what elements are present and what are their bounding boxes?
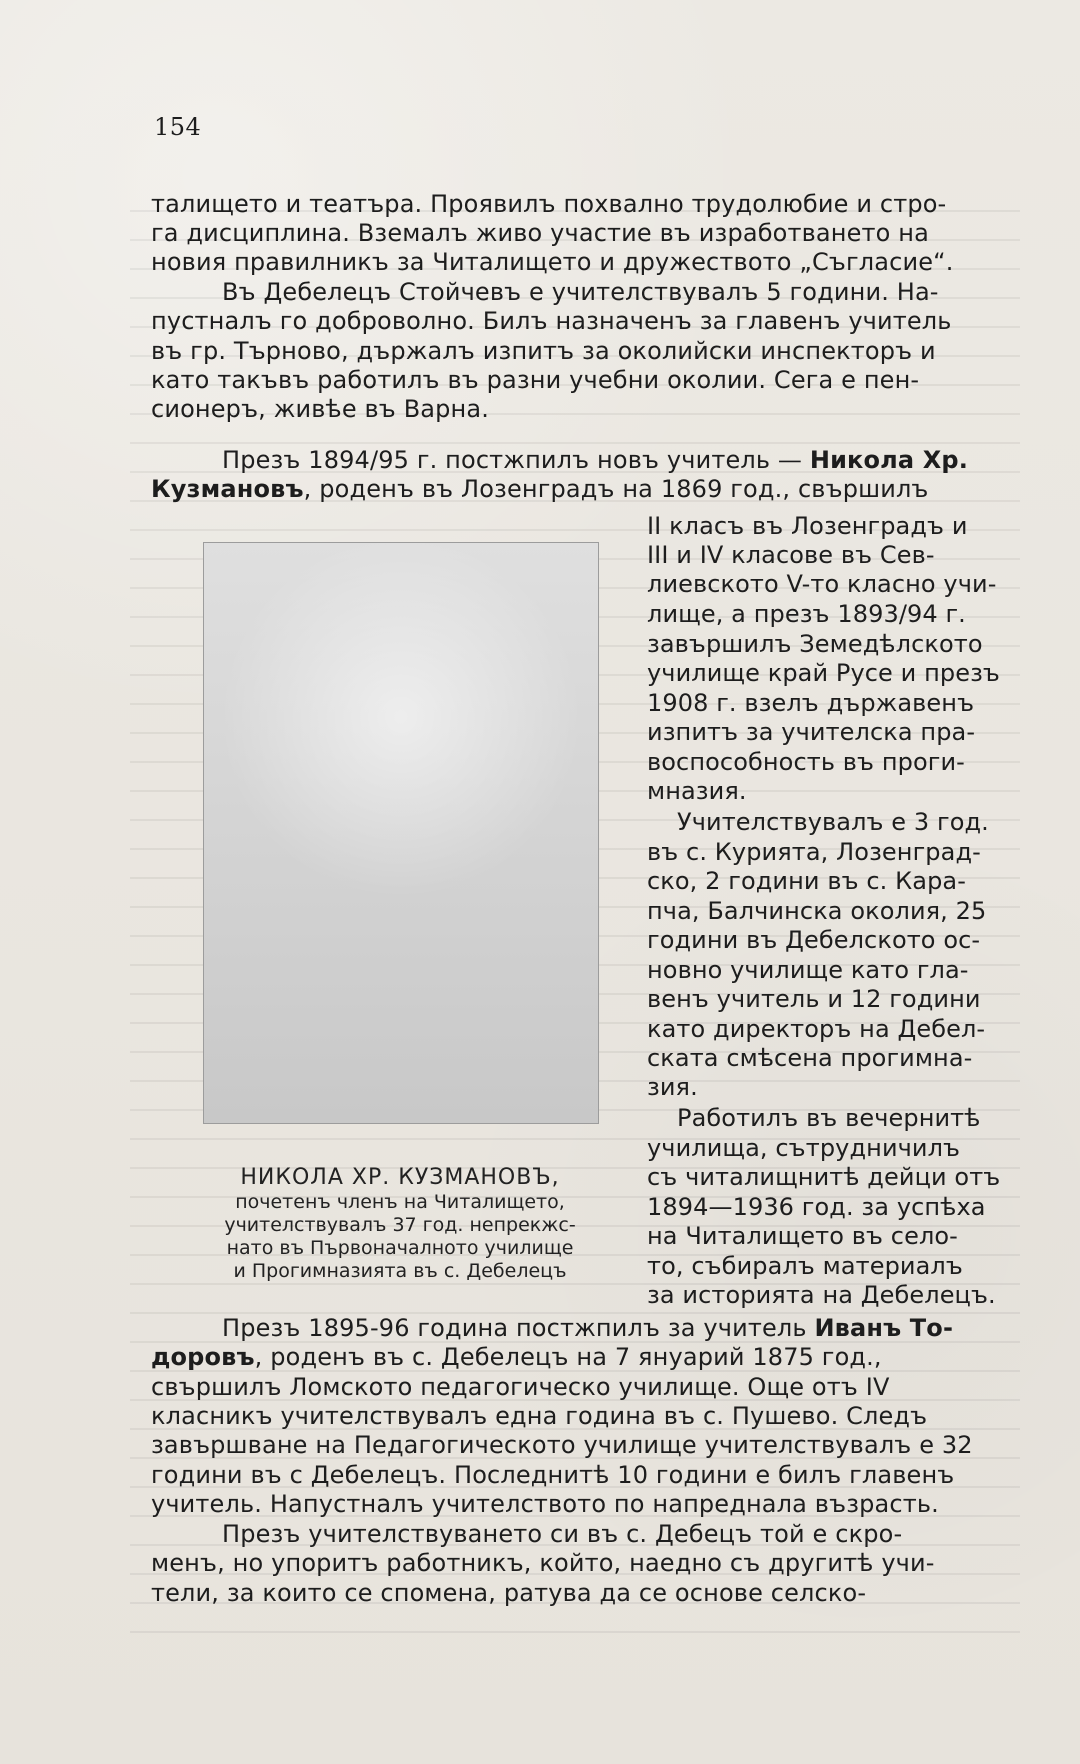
right-column-line: новно училище като гла-: [647, 956, 969, 984]
right-column-line: II класъ въ Лозенградъ и: [647, 512, 968, 540]
bottom-line: менъ, но упоритъ работникъ, който, наедно съ другитѣ учи-: [151, 1549, 935, 1577]
body-top-line: пустналъ го доброволно. Билъ назначенъ за главенъ учитель: [151, 307, 952, 335]
right-column-line: съ читалищнитѣ дейци отъ: [647, 1163, 1001, 1191]
portrait-photo: [203, 542, 599, 1124]
right-column-line: мназия.: [647, 777, 747, 805]
bottom-line: години въ с Дебелецъ. Последнитѣ 10 години е билъ главенъ: [151, 1461, 955, 1489]
body-top-line: сионеръ, живѣе въ Варна.: [151, 395, 490, 423]
right-column-line: лище, а презъ 1893/94 г.: [647, 600, 966, 628]
bottom-text: , роденъ въ с. Дебелецъ на 7 януарий 1875 год.,: [254, 1343, 882, 1371]
intro-surname-bold: Кузмановъ: [151, 475, 304, 503]
caption-line: и Прогимназията въ с. Дебелецъ: [233, 1260, 567, 1282]
right-column-line: венъ учитель и 12 години: [647, 985, 981, 1013]
bottom-name-bold: Иванъ То-: [814, 1314, 954, 1342]
caption-line: почетенъ членъ на Читалището,: [235, 1191, 565, 1213]
body-top-line: като такъвъ работилъ въ разни учебни околии. Сега е пен-: [151, 366, 920, 394]
intro-line-2: [151, 475, 1004, 504]
bottom-line-1: [222, 1314, 1004, 1343]
body-top-line: талището и театъра. Проявилъ похвално трудолюбие и стро-: [151, 190, 947, 218]
right-column-line: пча, Балчинска околия, 25: [647, 897, 987, 925]
caption-line: учителствувалъ 37 год. непрекжс-: [224, 1214, 576, 1236]
right-column-line: на Читалището въ село-: [647, 1222, 958, 1250]
intro-text: , роденъ въ Лозенградъ на 1869 год., свършилъ: [303, 475, 929, 503]
bottom-surname-bold: доровъ: [151, 1343, 255, 1371]
intro-line-1: [222, 446, 1004, 475]
right-column-line: воспособность въ проги-: [647, 748, 965, 776]
right-column-line: ско, 2 години въ с. Кара-: [647, 867, 966, 895]
body-top-line: га дисциплина. Вземалъ живо участие въ изработването на: [151, 219, 929, 247]
right-column-line: Работилъ въ вечернитѣ: [677, 1104, 981, 1132]
right-column-line: училища, сътрудничилъ: [647, 1134, 961, 1162]
right-column-line: училище край Русе и презъ: [647, 659, 1000, 687]
right-column-line: то, събиралъ материалъ: [647, 1252, 963, 1280]
right-column-line: Учителствувалъ е 3 год.: [677, 808, 989, 836]
right-column-line: 1894—1936 год. за успѣха: [647, 1193, 986, 1221]
bottom-line: свършилъ Ломското педагогическо училище. Още отъ IV: [151, 1373, 890, 1401]
body-top-line: въ гр. Търново, държалъ изпитъ за околийски инспекторъ и: [151, 337, 936, 365]
bottom-line: тели, за които се спомена, ратува да се основе селско-: [151, 1579, 867, 1607]
page-number: 154: [154, 113, 202, 141]
caption-line: нато въ Първоначалното училище: [226, 1237, 574, 1259]
right-column-line: зия.: [647, 1073, 698, 1101]
right-column-line: изпитъ за учителска пра-: [647, 718, 976, 746]
right-column-line: лиевското V-то класно учи-: [647, 570, 997, 598]
bottom-line: учитель. Напустналъ учителството по напреднала възрасть.: [151, 1490, 939, 1518]
right-column-line: за историята на Дебелецъ.: [647, 1281, 996, 1309]
bottom-line: Презъ учителствуването си въ с. Дебецъ той е скро-: [222, 1520, 903, 1548]
body-top-line: Въ Дебелецъ Стойчевъ е учителствувалъ 5 години. На-: [222, 278, 939, 306]
bottom-line-2: [151, 1343, 1004, 1372]
bottom-line: завършване на Педагогическото училище учителствувалъ е 32: [151, 1431, 973, 1459]
right-column-line: години въ Дебелското ос-: [647, 926, 981, 954]
photo-background: [204, 543, 598, 1123]
body-top-line: новия правилникъ за Читалището и дружеството „Съгласие“.: [151, 248, 954, 276]
right-column-line: ската смѣсена прогимна-: [647, 1044, 973, 1072]
bottom-text: Презъ 1895-96 година постжпилъ за учитель: [222, 1314, 815, 1342]
bottom-line: класникъ учителствувалъ една година въ с. Пушево. Следъ: [151, 1402, 928, 1430]
right-column-line: III и IV класове въ Сев-: [647, 541, 935, 569]
intro-text: Презъ 1894/95 г. постжпилъ новъ учитель —: [222, 446, 810, 474]
right-column-line: като директоръ на Дебел-: [647, 1015, 986, 1043]
intro-name-bold: Никола Хр.: [809, 446, 968, 474]
right-column-line: 1908 г. взелъ държавенъ: [647, 689, 975, 717]
right-column-line: завършилъ Земедѣлското: [647, 630, 983, 658]
right-column-line: въ с. Курията, Лозенград-: [647, 838, 981, 866]
caption-title: НИКОЛА ХР. КУЗМАНОВЪ,: [240, 1165, 560, 1190]
